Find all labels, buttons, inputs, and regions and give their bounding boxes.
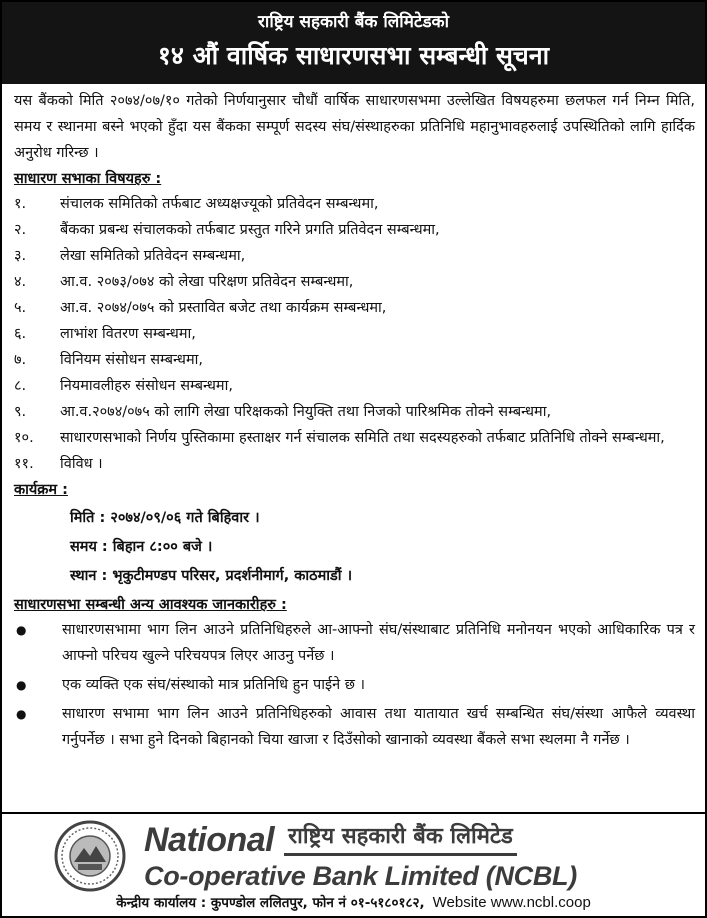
agenda-item bbox=[14, 295, 695, 321]
agenda-item bbox=[14, 347, 695, 373]
office-contact bbox=[2, 892, 705, 914]
agenda-item-number: २. bbox=[14, 222, 27, 238]
agenda-item bbox=[14, 243, 695, 269]
org-name: राष्ट्रिय सहकारी बैंक लिमिटेडको bbox=[257, 12, 450, 32]
agenda-item-number: १०. bbox=[14, 430, 34, 446]
agenda-item bbox=[14, 321, 695, 347]
agenda-item-text: लेखा समितिको प्रतिवेदन सम्बन्धमा, bbox=[60, 248, 246, 264]
brand-block bbox=[144, 820, 684, 892]
agenda-item bbox=[14, 399, 695, 425]
agenda-item-number: ११. bbox=[14, 456, 34, 472]
agenda-item-text: संचालक समितिको तर्फबाट अध्यक्षज्यूको प्रतिवेदन सम्बन्धमा, bbox=[60, 196, 379, 212]
info-item bbox=[14, 672, 695, 698]
agenda-item-text: आ.व. २०७४/०७५ को प्रस्तावित बजेट तथा कार्यक्रम सम्बन्धमा, bbox=[60, 300, 387, 316]
agenda-item-number: ८. bbox=[14, 378, 27, 394]
bullet-icon: ● bbox=[16, 623, 27, 637]
notice-body bbox=[2, 84, 705, 753]
agenda-item-text: बैंकका प्रबन्ध संचालकको तर्फबाट प्रस्तुत गरिने प्रगति प्रतिवेदन सम्बन्धमा, bbox=[60, 222, 440, 238]
agenda-item-text: लाभांश वितरण सम्बन्धमा, bbox=[60, 326, 196, 342]
bullet-icon: ● bbox=[16, 678, 27, 692]
agenda-item bbox=[14, 451, 695, 477]
agenda-item-number: ६. bbox=[14, 326, 27, 342]
agenda-item bbox=[14, 191, 695, 217]
program-title: कार्यक्रम : bbox=[14, 482, 68, 498]
program-venue: स्थान : भृकुटीमण्डप परिसर, प्रदर्शनीमार्ग, काठमाडौं । bbox=[70, 568, 353, 584]
other-info-list bbox=[14, 617, 695, 753]
website-link[interactable]: Website www.ncbl.coop bbox=[432, 894, 591, 911]
agenda-item-number: १. bbox=[14, 196, 27, 212]
program-details bbox=[70, 504, 695, 591]
info-item bbox=[14, 701, 695, 753]
agenda-item-text: आ.व.२०७४/०७५ को लागि लेखा परिक्षकको नियुक्ति तथा निजको पारिश्रमिक तोक्ने सम्बन्धमा, bbox=[60, 404, 552, 420]
info-item-text: साधारण सभामा भाग लिन आउने प्रतिनिधिहरुको आवास तथा यातायात खर्च सम्बन्धित संघ/संस्था आफैले व्यवस्था गर्नुपर्नेछ । सभा हुने दिनको बिहानको चिया खाजा र दिउँसोको खानाको व्यवस्था बैंकले सभा स्थलमा नै गर्नेछ । bbox=[62, 706, 695, 748]
agenda-item-text: नियमावलीहरु संसोधन सम्बन्धमा, bbox=[60, 378, 233, 394]
agenda-title: साधारण सभाका विषयहरु : bbox=[14, 171, 162, 187]
program-time: समय : बिहान ८:०० बजे । bbox=[70, 539, 213, 555]
agenda-item-number: ५. bbox=[14, 300, 27, 316]
notice-title: १४ औं वार्षिक साधारणसभा सम्बन्धी सूचना bbox=[157, 41, 550, 70]
brand-name-english: National bbox=[144, 821, 275, 859]
info-item-text: साधारणसभामा भाग लिन आउने प्रतिनिधिहरुले आ-आफ्नो संघ/संस्थाबाट प्रतिनिधि मनोनयन भएको आधिकारिक पत्र र आफ्नो परिचय खुल्ने परिचयपत्र लिएर आउनु पर्नेछ । bbox=[62, 622, 695, 664]
footer bbox=[2, 812, 705, 916]
agenda-item bbox=[14, 373, 695, 399]
info-item bbox=[14, 617, 695, 669]
agenda-item-number: ४. bbox=[14, 274, 27, 290]
agenda-item-number: ७. bbox=[14, 352, 27, 368]
intro-paragraph: यस बैंकको मिति २०७४/०७/१० गतेको निर्णयानुसार चौधौं वार्षिक साधारणसभमा उल्लेखित विषयहरुमा छलफल गर्न निम्न मिति, समय र स्थानमा बस्ने भएको हुँदा यस बैंकका सम्पूर्ण सदस्य संघ/संस्थाहरुका प्रतिनिधि महानुभावहरुलाई उपस्थितिको लागि हार्दिक अनुरोध गरिन्छ । bbox=[14, 93, 695, 161]
other-info-title: साधारणसभा सम्बन्धी अन्य आवश्यक जानकारीहरु : bbox=[14, 597, 287, 613]
agenda-item-number: ३. bbox=[14, 248, 27, 264]
brand-name-nepali: राष्ट्रिय सहकारी बैंक लिमिटेड bbox=[284, 821, 517, 856]
agenda-item-text: साधारणसभाको निर्णय पुस्तिकामा हस्ताक्षर गर्न संचालक समिति तथा सदस्यहरुको तर्फबाट प्रतिनिधि तोक्ने सम्बन्धमा, bbox=[60, 430, 665, 446]
notice-header bbox=[2, 2, 705, 84]
agenda-item-text: विनियम संसोधन सम्बन्धमा, bbox=[60, 352, 204, 368]
bank-seal-logo bbox=[54, 820, 126, 892]
agenda-item bbox=[14, 425, 695, 451]
agenda-item-number: ९. bbox=[14, 404, 27, 420]
agenda-item bbox=[14, 269, 695, 295]
office-address: केन्द्रीय कार्यालय : कुपण्डोल ललितपुर, फोन नं ०१-५१८०१८२, bbox=[116, 895, 425, 911]
bullet-icon: ● bbox=[16, 707, 27, 721]
agenda-item-text: आ.व. २०७३/०७४ को लेखा परिक्षण प्रतिवेदन सम्बन्धमा, bbox=[60, 274, 354, 290]
agenda-item bbox=[14, 217, 695, 243]
info-item-text: एक व्यक्ति एक संघ/संस्थाको मात्र प्रतिनिधि हुन पाईने छ । bbox=[62, 677, 366, 693]
agenda-list bbox=[14, 191, 695, 477]
brand-name-english-2: Co-operative Bank Limited (NCBL) bbox=[144, 861, 577, 891]
program-date: मिति : २०७४/०९/०६ गते बिहिवार । bbox=[70, 510, 260, 526]
agenda-item-text: विविध । bbox=[60, 456, 103, 472]
